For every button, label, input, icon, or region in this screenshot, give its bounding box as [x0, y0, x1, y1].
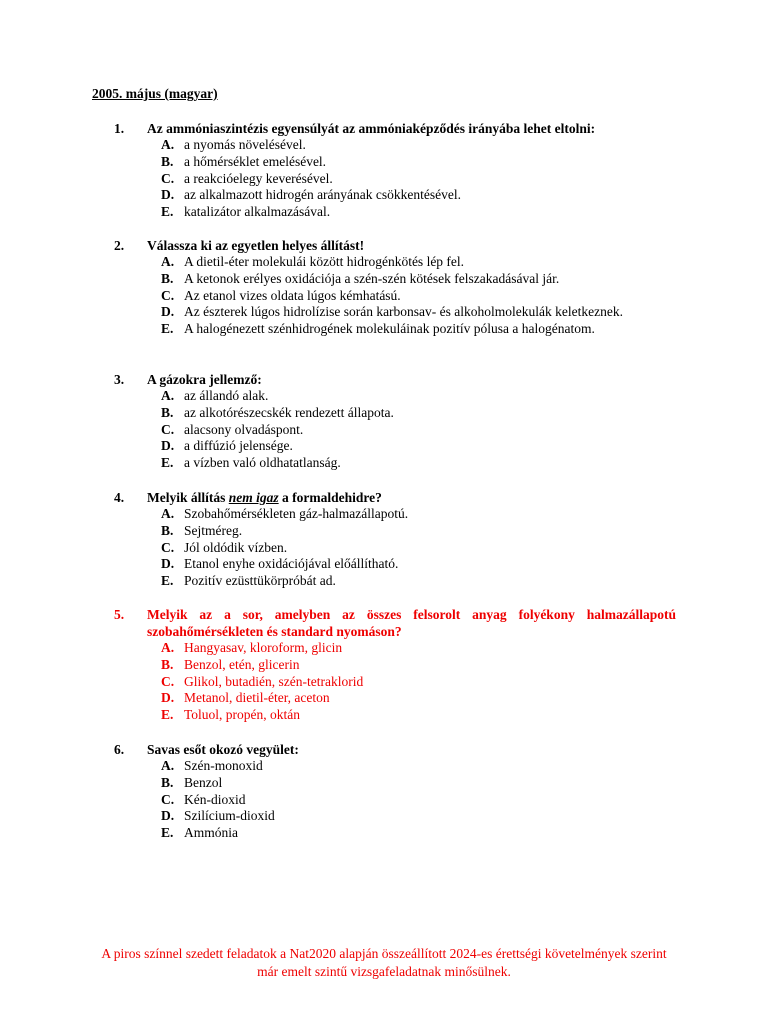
question-number: 6.: [114, 742, 125, 757]
answer-label: C.: [161, 673, 175, 689]
question-number: 1.: [114, 121, 125, 136]
answer-text: Az etanol vizes oldata lúgos kémhatású.: [184, 287, 401, 303]
answer-label: C.: [161, 539, 175, 555]
answer-option: [161, 758, 676, 775]
answer-option: [161, 674, 676, 691]
answer-text: Benzol, etén, glicerin: [184, 656, 300, 672]
question-4: [114, 489, 676, 590]
question-text: [147, 489, 676, 506]
answer-label: B.: [161, 656, 174, 672]
answer-label: E.: [161, 455, 174, 471]
answer-option: [161, 187, 676, 204]
answer-label: E.: [161, 321, 174, 337]
answer-label: C.: [161, 170, 175, 186]
answer-option: [161, 690, 676, 707]
answer-option: [161, 825, 676, 842]
answer-text: Jól oldódik vízben.: [184, 539, 288, 555]
answer-text: Pozitív ezüsttükörpróbát ad.: [184, 573, 336, 589]
answer-option: [161, 707, 676, 724]
answer-option: [161, 792, 676, 809]
answer-text: A halogénezett szénhidrogének molekuláinak pozitív pólusa a halogénatom.: [184, 321, 595, 337]
question-text: Savas esőt okozó vegyület:: [147, 742, 299, 757]
question-5: [114, 606, 676, 724]
question-1: [114, 120, 676, 221]
answer-label: A.: [161, 254, 175, 269]
answer-label: D.: [161, 556, 175, 572]
answer-label: B.: [161, 522, 174, 538]
answer-option: [161, 321, 676, 338]
answer-option: [161, 556, 676, 573]
answer-text: az állandó alak.: [184, 388, 269, 403]
answer-text: Ammónia: [184, 825, 238, 841]
answer-text: a vízben való oldhatatlanság.: [184, 455, 341, 471]
answer-option: [161, 388, 676, 405]
answer-text: a hőmérséklet emelésével.: [184, 153, 327, 169]
answer-text: A ketonok erélyes oxidációja a szén-szén kötések felszakadásával jár.: [184, 270, 560, 286]
answer-text: Hangyasav, kloroform, glicin: [184, 640, 343, 655]
answer-text: alacsony olvadáspont.: [184, 421, 304, 437]
answer-option: [161, 640, 676, 657]
answer-text: Sejtméreg.: [184, 522, 243, 538]
question-text-part: Melyik állítás: [147, 490, 229, 505]
answer-label: A.: [161, 137, 175, 152]
answer-option: [161, 304, 676, 321]
answer-label: B.: [161, 153, 174, 169]
answer-option: [161, 422, 676, 439]
answer-text: a nyomás növelésével.: [184, 137, 306, 152]
answer-option: [161, 506, 676, 523]
answer-option: [161, 154, 676, 171]
question-2: [114, 237, 676, 338]
question-number: 5.: [114, 607, 125, 622]
answer-label: E.: [161, 825, 174, 841]
answer-label: D.: [161, 438, 175, 454]
answer-option: [161, 204, 676, 221]
answer-text: Szilícium-dioxid: [184, 808, 275, 824]
answer-label: A.: [161, 758, 175, 773]
answer-text: Szén-monoxid: [184, 758, 263, 773]
answer-label: D.: [161, 187, 175, 203]
answer-option: [161, 254, 676, 271]
question-6: [114, 741, 676, 842]
answer-label: A.: [161, 506, 175, 521]
question-text: A gázokra jellemző:: [147, 372, 262, 387]
answer-label: A.: [161, 388, 175, 403]
answer-text: a diffúzió jelensége.: [184, 438, 293, 454]
answer-label: D.: [161, 808, 175, 824]
answer-option: [161, 405, 676, 422]
answer-text: Kén-dioxid: [184, 791, 246, 807]
answer-label: B.: [161, 774, 174, 790]
answer-label: E.: [161, 573, 174, 589]
answer-option: [161, 137, 676, 154]
answer-label: B.: [161, 404, 174, 420]
question-text-part: a formaldehidre?: [278, 490, 382, 505]
answer-option: [161, 438, 676, 455]
answer-option: [161, 523, 676, 540]
answer-label: D.: [161, 690, 175, 706]
document-title: 2005. május (magyar): [92, 86, 218, 101]
answer-label: C.: [161, 421, 175, 437]
answer-option: [161, 657, 676, 674]
answer-text: Etanol enyhe oxidációjával előállítható.: [184, 556, 399, 572]
answer-label: A.: [161, 640, 175, 655]
question-number: 2.: [114, 238, 125, 253]
answer-text: Glikol, butadién, szén-tetraklorid: [184, 673, 364, 689]
answer-label: E.: [161, 204, 174, 220]
question-number: 4.: [114, 490, 125, 505]
answer-text: Szobahőmérsékleten gáz-halmazállapotú.: [184, 506, 409, 521]
answer-option: [161, 540, 676, 557]
answer-option: [161, 808, 676, 825]
question-text: Válassza ki az egyetlen helyes állítást!: [147, 238, 365, 253]
answer-text: az alkotórészecskék rendezett állapota.: [184, 404, 394, 420]
answer-label: C.: [161, 791, 175, 807]
answer-text: A dietil-éter molekulái között hidrogénkötés lép fel.: [184, 254, 465, 269]
answer-text: a reakcióelegy keverésével.: [184, 170, 333, 186]
answer-option: [161, 455, 676, 472]
question-text: Melyik az a sor, amelyben az összes felsorolt anyag folyékony halmazállapotú szobahőmérsékleten és standard nyomáson?: [147, 607, 676, 639]
answer-option: [161, 171, 676, 188]
answer-option: [161, 573, 676, 590]
question-number: 3.: [114, 372, 125, 387]
answer-text: Az észterek lúgos hidrolízise során karbonsav- és alkoholmolekulák keletkeznek.: [184, 304, 623, 320]
negation-emphasis: nem igaz: [228, 490, 279, 505]
answer-label: B.: [161, 270, 174, 286]
answer-label: C.: [161, 287, 175, 303]
answer-option: [161, 288, 676, 305]
question-text: Az ammóniaszintézis egyensúlyát az ammóniaképződés irányába lehet eltolni:: [147, 121, 596, 136]
answer-text: Metanol, dietil-éter, aceton: [184, 690, 330, 706]
answer-text: katalizátor alkalmazásával.: [184, 204, 331, 220]
footer-note: A piros színnel szedett feladatok a Nat2020 alapján összeállított 2024-es érettségi követelmények szerint már emelt szintű vizsgafeladatnak minősülnek.: [101, 946, 667, 979]
answer-option: [161, 271, 676, 288]
answer-text: Toluol, propén, oktán: [184, 707, 301, 723]
answer-text: az alkalmazott hidrogén arányának csökkentésével.: [184, 187, 462, 203]
question-3: [114, 371, 676, 472]
answer-label: D.: [161, 304, 175, 320]
answer-text: Benzol: [184, 774, 223, 790]
answer-label: E.: [161, 707, 174, 723]
answer-option: [161, 775, 676, 792]
